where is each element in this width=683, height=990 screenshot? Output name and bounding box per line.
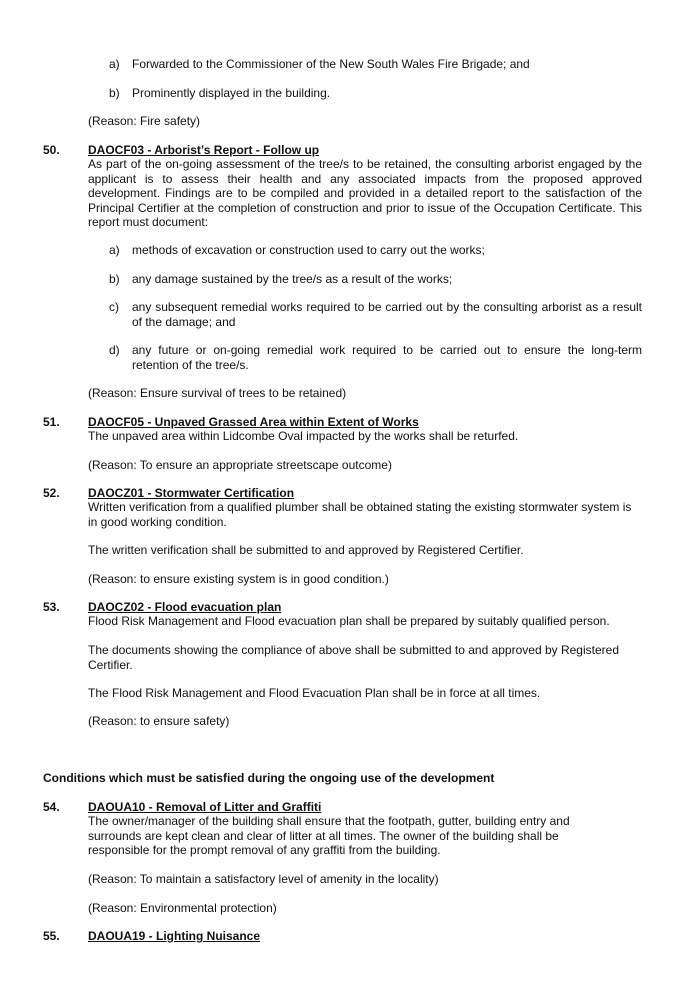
list-marker: a) [109,57,120,71]
condition-body: The owner/manager of the building shall ensure that the footpath, gutter, building entry and surrounds are kept clean and clear of litter at all times. The owner of the building shall be responsible for the prompt removal of any graffiti from the building. [88,814,570,858]
reason-text: (Reason: to ensure existing system is in good condition.) [88,572,389,586]
list-item-text: Forwarded to the Commissioner of the New South Wales Fire Brigade; and [132,57,530,71]
list-marker: a) [109,243,120,257]
condition-title: DAOCZ01 - Stormwater Certification [88,486,295,500]
reason-text: (Reason: To ensure an appropriate streetscape outcome) [88,458,392,472]
condition-number: 54. [43,800,60,814]
condition-number: 50. [43,143,60,157]
reason-text: (Reason: To maintain a satisfactory level of amenity in the locality) [88,872,439,886]
condition-body: Written verification from a qualified plumber shall be obtained stating the existing stormwater system is in good working condition. [88,500,632,529]
reason-text: (Reason: Environmental protection) [88,901,277,915]
list-item-text: methods of excavation or construction used to carry out the works; [132,243,485,257]
condition-paragraph: The Flood Risk Management and Flood Evacuation Plan shall be in force at all times. [88,686,541,700]
condition-number: 55. [43,929,60,943]
condition-title: DAOCF05 - Unpaved Grassed Area within Extent of Works [88,415,419,429]
condition-title: DAOUA10 - Removal of Litter and Graffiti [88,800,322,814]
condition-paragraph: The documents showing the compliance of above shall be submitted to and approved by Registered Certifier. [88,643,619,672]
condition-number: 51. [43,415,60,429]
condition-title: DAOCZ02 - Flood evacuation plan [88,600,282,614]
condition-body: The unpaved area within Lidcombe Oval impacted by the works shall be returfed. [88,429,519,443]
list-item-text: Prominently displayed in the building. [132,86,331,100]
reason-text: (Reason: Ensure survival of trees to be retained) [88,386,347,400]
condition-title: DAOUA19 - Lighting Nuisance [88,929,261,943]
reason-text: (Reason: Fire safety) [88,114,201,128]
list-item-text: any subsequent remedial works required to be carried out by the consulting arborist as a result of the damage; and [132,300,642,329]
condition-number: 52. [43,486,60,500]
reason-text: (Reason: to ensure safety) [88,714,230,728]
list-marker: b) [109,86,120,100]
list-item-text: any future or on-going remedial work required to be carried out to ensure the long-term retention of the tree/s. [132,343,642,372]
condition-number: 53. [43,600,60,614]
section-heading: Conditions which must be satisfied during the ongoing use of the development [43,771,495,785]
list-item-text: any damage sustained by the tree/s as a result of the works; [132,272,453,286]
condition-paragraph: The written verification shall be submitted to and approved by Registered Certifier. [88,543,524,557]
list-marker: b) [109,272,120,286]
list-marker: d) [109,343,120,357]
list-marker: c) [109,300,119,314]
condition-body: As part of the on-going assessment of the tree/s to be retained, the consulting arborist engaged by the applicant is to assess their health and any associated impacts from the proposed approved development. Findings are to be compiled and provided in a detailed report to the satisfaction of the Principal Certifier at the completion of construction and prior to issue of the Occupation Certificate. This report must document: [88,157,642,230]
condition-title: DAOCF03 - Arborist’s Report - Follow up [88,143,320,157]
condition-body: Flood Risk Management and Flood evacuation plan shall be prepared by suitably qualified person. [88,614,610,628]
